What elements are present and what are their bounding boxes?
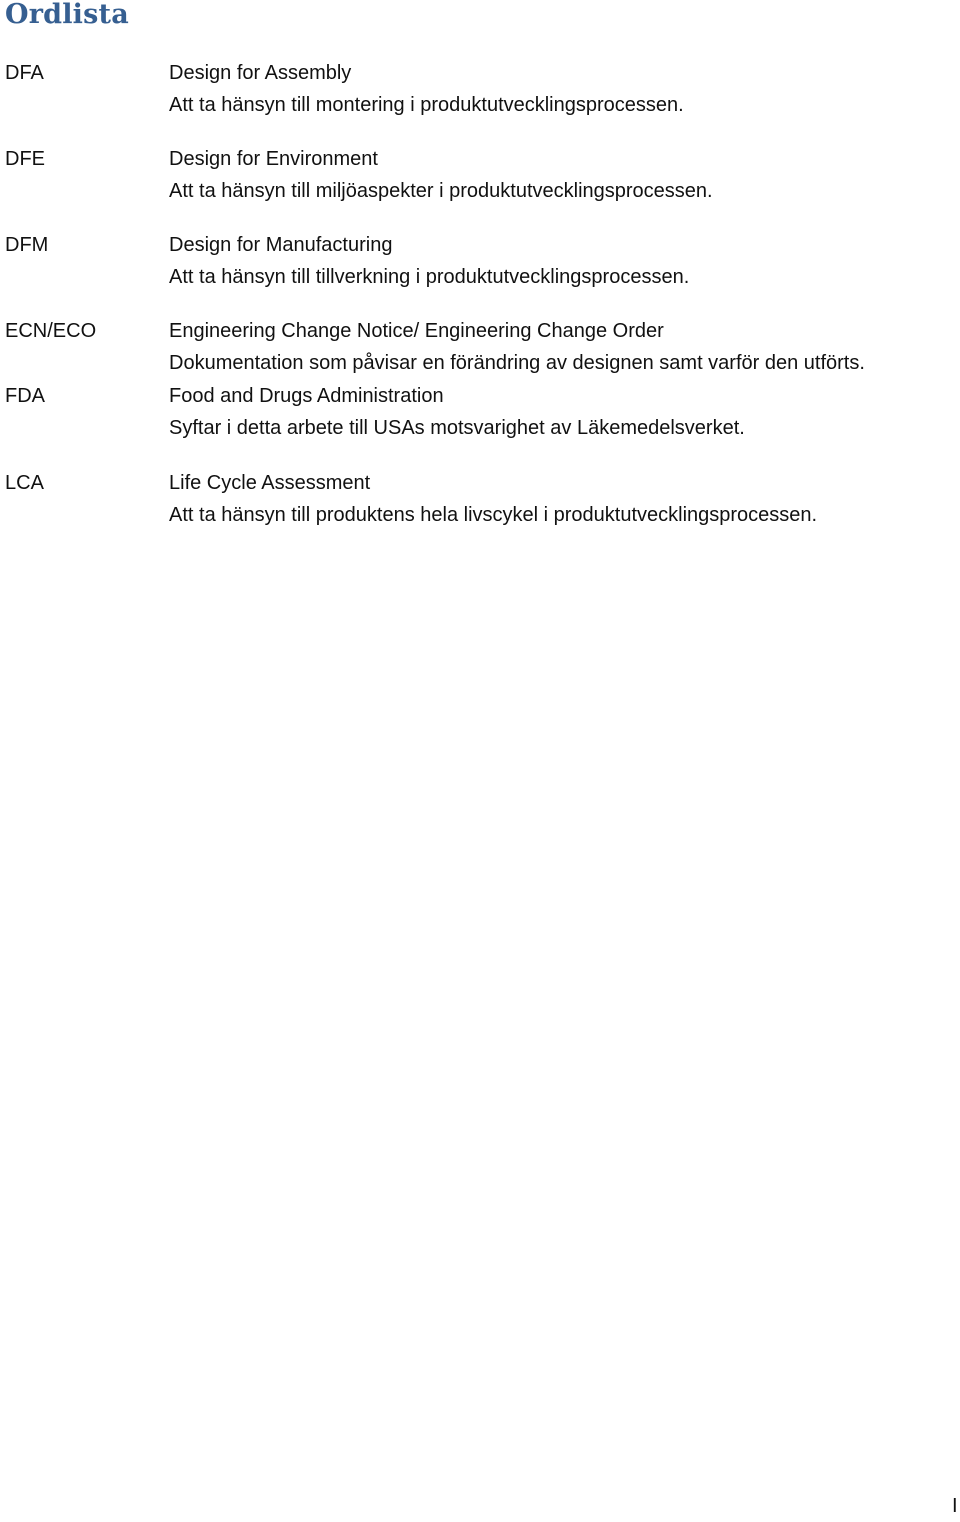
glossary-abbreviation: FDA: [5, 385, 45, 407]
glossary-term: Engineering Change Notice/ Engineering Change Order: [169, 320, 664, 342]
glossary-abbreviation: DFM: [5, 234, 49, 256]
glossary-abbreviation: LCA: [5, 472, 44, 494]
glossary-description: Dokumentation som påvisar en förändring av designen samt varför den utförts.: [169, 352, 865, 374]
glossary-term: Food and Drugs Administration: [169, 385, 444, 407]
glossary-description: Syftar i detta arbete till USAs motsvarighet av Läkemedelsverket.: [169, 417, 745, 439]
glossary-description: Att ta hänsyn till miljöaspekter i produktutvecklingsprocessen.: [169, 180, 713, 202]
glossary-abbreviation: ECN/ECO: [5, 320, 97, 342]
glossary-term: Design for Environment: [169, 148, 378, 170]
glossary-term: Design for Assembly: [169, 62, 352, 84]
glossary-description: Att ta hänsyn till tillverkning i produktutvecklingsprocessen.: [169, 266, 690, 288]
page-title: Ordlista: [5, 0, 129, 30]
glossary-abbreviation: DFA: [5, 62, 44, 84]
glossary-description: Att ta hänsyn till produktens hela livscykel i produktutvecklingsprocessen.: [169, 504, 818, 526]
glossary-abbreviation: DFE: [5, 148, 45, 170]
glossary-term: Life Cycle Assessment: [169, 472, 371, 494]
glossary-term: Design for Manufacturing: [169, 234, 393, 256]
glossary-description: Att ta hänsyn till montering i produktutvecklingsprocessen.: [169, 94, 684, 116]
page-number: I: [952, 1495, 958, 1517]
